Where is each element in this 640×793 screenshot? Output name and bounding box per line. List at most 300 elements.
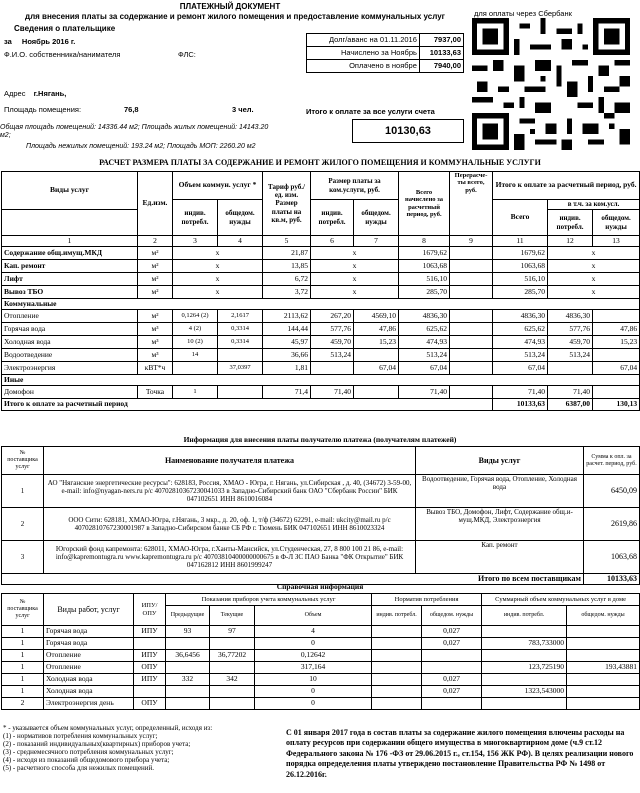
ref-curr: 36,77202 — [210, 650, 255, 662]
ref-norm-common: 0,027 — [422, 638, 482, 650]
unit: м³ — [138, 336, 173, 349]
ref-sum-common — [567, 638, 640, 650]
total-charged: 71,40 — [399, 386, 450, 399]
calc-row — [2, 323, 640, 336]
topay-indiv: 71,40 — [548, 386, 593, 399]
total-charged: 625,62 — [399, 323, 450, 336]
payment-indiv: 267,20 — [311, 310, 354, 323]
volume-common — [218, 386, 263, 399]
fls-label: ФЛС: — [178, 50, 196, 59]
tariff: 21,87 — [263, 247, 311, 260]
ref-norm-common: 0,027 — [422, 674, 482, 686]
topay-indiv: 577,76 — [548, 323, 593, 336]
unit: м² — [138, 260, 173, 273]
footnote: (4) - исходя из показаний общедомового прибора учета; — [3, 756, 170, 765]
column-number: 11 — [493, 236, 548, 247]
service-name: Содержание общ.имущ.МКД — [2, 247, 138, 260]
volume-indiv — [173, 362, 218, 375]
ref-norm-common — [422, 650, 482, 662]
ref-no: 1 — [2, 686, 44, 698]
ref-no: 1 — [2, 674, 44, 686]
tariff: 6,72 — [263, 273, 311, 286]
ref-curr: 97 — [210, 626, 255, 638]
volume-indiv: 1 — [173, 386, 218, 399]
total-charged: 516,10 — [399, 273, 450, 286]
topay-common — [593, 386, 640, 399]
ref-no: 2 — [2, 698, 44, 710]
payment-x: x — [311, 273, 399, 286]
balance-row — [307, 47, 464, 60]
volume-common: 37,0397 — [218, 362, 263, 375]
ref-vol: 0 — [255, 638, 372, 650]
recipient-services: Водоотведение, Горячая вода, Отопление, Холодная вода — [416, 475, 584, 508]
payment-common: 15,23 — [354, 336, 399, 349]
unit: м² — [138, 247, 173, 260]
ref-norm-common — [422, 662, 482, 674]
ref-type: ИПУ — [134, 674, 166, 686]
ref-sum-common — [567, 674, 640, 686]
notice: С 01 января 2017 года в состав платы за содержание жилого помещения влючены расходы на оплату ресурсов при содержании общего имущества в многоквартирном доме (ч.9 ст.12 Федерального закона № 176 -ФЗ от 29.06.2015 г., ст.154, 156 ЖК РФ). В целях реализации нового порядка опредеделения платы утверждено постановление Правительства РФ № 1498 от 26.12.2016г. — [286, 728, 634, 779]
ref-norm-indiv — [372, 674, 422, 686]
recipient-row — [2, 475, 640, 508]
ref-prev — [166, 662, 210, 674]
calc-row — [2, 310, 640, 323]
ref-h-s1: индив. потребл. — [482, 606, 567, 626]
h-pay-indiv: индив. потребл. — [311, 200, 354, 236]
topay-all: 474,93 — [493, 336, 548, 349]
ref-norm-common — [422, 698, 482, 710]
h-volume: Объем коммун. услуг * — [173, 172, 263, 200]
topay-indiv — [548, 362, 593, 375]
to-pay-label: Итого к оплате за все услуги счета — [306, 107, 435, 116]
column-number: 5 — [263, 236, 311, 247]
volume-x: x — [173, 247, 263, 260]
ref-sum-indiv — [482, 650, 567, 662]
address: г.Нягань, — [33, 89, 67, 98]
calc-total-label: Итого к оплате за расчетный период — [2, 399, 493, 411]
topay-all: 1679,62 — [493, 247, 548, 260]
reference-title: Справочная информация — [276, 582, 364, 591]
tariff: 71,4 — [263, 386, 311, 399]
balance-row — [307, 34, 464, 47]
ref-sum-common — [567, 686, 640, 698]
balance-value: 7937,00 — [419, 34, 463, 47]
recipient-no: 2 — [2, 508, 44, 541]
unit: м² — [138, 273, 173, 286]
total-charged: 513,24 — [399, 349, 450, 362]
volume-x: x — [173, 260, 263, 273]
topay-common: 15,23 — [593, 336, 640, 349]
h-payment: Размер платы за ком.услуги, руб. — [311, 172, 399, 200]
ref-h-prev: Предыдущие — [166, 606, 210, 626]
rh-sum: Сумма к опл. за расчет. период, руб. — [584, 447, 640, 475]
column-number: 8 — [399, 236, 450, 247]
payment-common — [354, 386, 399, 399]
column-numbers-row — [2, 236, 640, 247]
unit: Точка — [138, 386, 173, 399]
ref-sum-indiv: 783,733000 — [482, 638, 567, 650]
balance-label: Долг/аванс на 01.11.2016 — [307, 34, 420, 47]
to-pay-value: 10130,63 — [352, 119, 464, 143]
volume-indiv: 4 (2) — [173, 323, 218, 336]
ref-norm-indiv — [372, 686, 422, 698]
payer-title: Сведения о плательщике — [14, 24, 116, 33]
reference-row — [2, 662, 640, 674]
footnote: (1) - нормативов потребления коммунальных услуг; — [3, 732, 158, 741]
ref-sum-indiv: 123,725190 — [482, 662, 567, 674]
total-charged: 4836,30 — [399, 310, 450, 323]
calc-row — [2, 386, 640, 399]
h-topay: Итого к оплате за расчетный период, руб. — [493, 172, 640, 200]
topay-indiv: 513,24 — [548, 349, 593, 362]
recalc — [450, 336, 493, 349]
payment-common: 67,04 — [354, 362, 399, 375]
group-title: Иные — [2, 375, 640, 386]
topay-x: x — [548, 273, 640, 286]
tariff: 1,81 — [263, 362, 311, 375]
recalc — [450, 349, 493, 362]
recipient-no: 1 — [2, 475, 44, 508]
ref-curr — [210, 698, 255, 710]
recalc — [450, 260, 493, 273]
ref-sum-indiv — [482, 626, 567, 638]
ref-sum-common: 193,43881 — [567, 662, 640, 674]
service-name: Отопление — [2, 310, 138, 323]
column-number: 4 — [218, 236, 263, 247]
payment-common: 4569,10 — [354, 310, 399, 323]
calc-title: РАСЧЕТ РАЗМЕРА ПЛАТЫ ЗА СОДЕРЖАНИЕ И РЕМОНТ ЖИЛОГО ПОМЕЩЕНИЯ И КОММУНАЛЬНЫЕ УСЛУГИ — [99, 158, 541, 167]
balance-value: 7940,00 — [419, 60, 463, 73]
column-number: 1 — [2, 236, 138, 247]
calc-row — [2, 362, 640, 375]
ref-work: Холодная вода — [44, 674, 134, 686]
ref-norm-indiv — [372, 626, 422, 638]
unit: м² — [138, 286, 173, 299]
ref-type: ИПУ — [134, 650, 166, 662]
balance-label: Начислено за Ноябрь — [307, 47, 420, 60]
ref-sum-indiv — [482, 674, 567, 686]
group-title: Коммунальные — [2, 299, 640, 310]
unit: м³ — [138, 349, 173, 362]
reference-row — [2, 626, 640, 638]
calc-row — [2, 286, 640, 299]
recipient-sum: 1063,68 — [584, 541, 640, 574]
calc-total-common: 130,13 — [593, 399, 640, 411]
tariff: 13,85 — [263, 260, 311, 273]
total-charged: 1679,62 — [399, 247, 450, 260]
ref-h-work: Виды работ, услуг — [44, 594, 134, 626]
area-value: 76,8 — [124, 105, 139, 114]
ref-type: ОПУ — [134, 662, 166, 674]
recipients-title: Информация для внесения платы получателю платежа (получателям платежей) — [183, 435, 457, 444]
calc-row — [2, 349, 640, 362]
ref-curr: 342 — [210, 674, 255, 686]
ref-norm-common: 0,027 — [422, 626, 482, 638]
total-charged: 285,70 — [399, 286, 450, 299]
ref-sum-common — [567, 626, 640, 638]
topay-common: 67,04 — [593, 362, 640, 375]
ref-prev — [166, 698, 210, 710]
ref-type — [134, 638, 166, 650]
recalc — [450, 247, 493, 260]
column-number: 2 — [138, 236, 173, 247]
qr-caption: для оплаты через Сбербанк — [474, 9, 572, 18]
ref-prev: 93 — [166, 626, 210, 638]
recipient-name: АО "Няганские энергетические ресурсы": 628183, Россия, ХМАО - Югра, г. Нягань, ул.Сибирская , д. 40, (34672) 3-59-00, e-mail: info@nyagan-ners.ru р/с 40702810367230041033 в Западно-Сибирский банк ОАО "Сбербанк России" БИК 047102651 ИНН 8610016084 — [44, 475, 416, 508]
reference-row — [2, 698, 640, 710]
ref-vol: 0 — [255, 686, 372, 698]
recipient-sum: 6450,09 — [584, 475, 640, 508]
tariff: 144,44 — [263, 323, 311, 336]
recipient-services: Кап. ремонт — [416, 541, 584, 574]
topay-common: 47,86 — [593, 323, 640, 336]
topay-common — [593, 310, 640, 323]
payment-x: x — [311, 260, 399, 273]
topay-all: 625,62 — [493, 323, 548, 336]
ref-no: 1 — [2, 650, 44, 662]
tariff: 2113,62 — [263, 310, 311, 323]
payment-x: x — [311, 247, 399, 260]
h-incl-common: общедом. нужды — [593, 210, 640, 236]
column-number: 3 — [173, 236, 218, 247]
topay-indiv: 459,70 — [548, 336, 593, 349]
recalc — [450, 273, 493, 286]
volume-indiv: 0,1264 (2) — [173, 310, 218, 323]
service-name: Кап. ремонт — [2, 260, 138, 273]
recipient-name: ООО Сити: 628181, ХМАО-Югра, г.Нягань, 3 мкр., д. 20, оф. 1, т/ф (34672) 62291, e-mail: ukcity@mail.ru р/с 40702810767230001987 в Западно-Сибирском банке СБ РФ г. Тюмень БИК 047102651 ИНН 8610023324 — [44, 508, 416, 541]
footnote: * - указывается объем коммунальных услуг, определенный, исходя из: — [3, 724, 213, 732]
ref-norm-indiv — [372, 698, 422, 710]
ref-vol: 10 — [255, 674, 372, 686]
payment-indiv: 71,40 — [311, 386, 354, 399]
recalc — [450, 286, 493, 299]
ref-prev: 36,6456 — [166, 650, 210, 662]
ref-work: Горячая вода — [44, 626, 134, 638]
service-name: Электроэнергия — [2, 362, 138, 375]
recipient-sum: 2619,86 — [584, 508, 640, 541]
tariff: 36,66 — [263, 349, 311, 362]
balance-table — [306, 33, 464, 73]
ref-type: ОПУ — [134, 698, 166, 710]
service-name: Холодная вода — [2, 336, 138, 349]
total-area-line: Общая площадь помещений: 14336.44 м2; Площадь жилых помещений: 14143.20 м2; — [0, 124, 269, 140]
total-charged: 1063,68 — [399, 260, 450, 273]
recipients-table — [1, 446, 640, 585]
ref-h-n2: общедом. нужды — [422, 606, 482, 626]
footnotes — [3, 724, 263, 772]
h-incl-indiv: индив. потребл. — [548, 210, 593, 236]
fio-label: Ф.И.О. собственника/нанимателя — [4, 50, 121, 59]
ref-h-no: № поставщика услуг — [2, 594, 44, 626]
tariff: 3,72 — [263, 286, 311, 299]
calc-row — [2, 336, 640, 349]
ref-no: 1 — [2, 638, 44, 650]
column-number: 6 — [311, 236, 354, 247]
service-name: Лифт — [2, 273, 138, 286]
payment-indiv: 459,70 — [311, 336, 354, 349]
total-charged: 67,04 — [399, 362, 450, 375]
service-name: Вывоз ТБО — [2, 286, 138, 299]
reference-table — [1, 593, 640, 710]
ref-work: Горячая вода — [44, 638, 134, 650]
topay-x: x — [548, 260, 640, 273]
service-name: Домофон — [2, 386, 138, 399]
ref-curr — [210, 686, 255, 698]
rh-services: Виды услуг — [416, 447, 584, 475]
calc-row — [2, 273, 640, 286]
volume-common: 0,3314 — [218, 323, 263, 336]
reference-row — [2, 650, 640, 662]
doc-title: ПЛАТЕЖНЫЙ ДОКУМЕНТ — [179, 2, 281, 11]
total-charged: 474,93 — [399, 336, 450, 349]
topay-all: 516,10 — [493, 273, 548, 286]
h-pay-common: общедом. нужды — [354, 200, 399, 236]
ref-h-n1: индив. потребл. — [372, 606, 422, 626]
footnote: (2) - показаний индивидуальных(квартирных) приборов учета; — [3, 740, 191, 749]
payment-indiv — [311, 362, 354, 375]
nonres-area-line: Площадь нежилых помещений: 193.24 м2; Площадь МОП: 2260.20 м2 — [26, 143, 256, 150]
ref-prev — [166, 686, 210, 698]
calc-total-row — [2, 399, 640, 411]
ref-type — [134, 686, 166, 698]
h-service: Виды услуг — [2, 172, 138, 210]
topay-all: 285,70 — [493, 286, 548, 299]
footnote: (3) - среднемесячного потребления коммунальных услуг; — [3, 748, 174, 757]
rh-name: Наименование получателя платежа — [44, 447, 416, 475]
ref-work: Холодная вода — [44, 686, 134, 698]
area-label: Площадь помещения: — [4, 105, 82, 114]
volume-common: 0,3314 — [218, 336, 263, 349]
period-prefix: за — [4, 37, 12, 46]
unit: м³ — [138, 323, 173, 336]
ref-norm-indiv — [372, 662, 422, 674]
topay-all: 71,40 — [493, 386, 548, 399]
ref-sum-common — [567, 698, 640, 710]
qr-code-icon — [470, 18, 632, 150]
address-line — [4, 90, 66, 99]
ref-h-sumvol: Суммарный объем коммунальных услуг в доме — [482, 594, 640, 606]
persons: 3 чел. — [232, 105, 254, 114]
ref-no: 1 — [2, 626, 44, 638]
topay-common — [593, 349, 640, 362]
ref-work: Отопление — [44, 650, 134, 662]
ref-h-type: ИПУ/ОПУ — [134, 594, 166, 626]
period-line — [4, 38, 75, 47]
topay-all: 1063,68 — [493, 260, 548, 273]
recalc — [450, 310, 493, 323]
h-unit: Ед.изм. — [138, 172, 173, 236]
ref-prev — [166, 638, 210, 650]
ref-h-meters: Показания приборов учета коммунальных услуг — [166, 594, 372, 606]
ref-vol: 0,12642 — [255, 650, 372, 662]
ref-vol: 0 — [255, 698, 372, 710]
recipient-no: 3 — [2, 541, 44, 574]
topay-all: 4836,30 — [493, 310, 548, 323]
topay-all: 513,24 — [493, 349, 548, 362]
rh-no: № поставщика услуг — [2, 447, 44, 475]
tariff: 45,97 — [263, 336, 311, 349]
ref-norm-indiv — [372, 638, 422, 650]
recalc — [450, 323, 493, 336]
payment-common: 47,86 — [354, 323, 399, 336]
reference-row — [2, 674, 640, 686]
balance-label: Оплачено в ноябре — [307, 60, 420, 73]
ref-vol: 4 — [255, 626, 372, 638]
recipients-total-label: Итого по всем поставщикам — [2, 574, 584, 585]
volume-indiv: 10 (2) — [173, 336, 218, 349]
column-number: 7 — [354, 236, 399, 247]
ref-h-vol: Объем — [255, 606, 372, 626]
recipient-row — [2, 541, 640, 574]
footnote: (5) - расчетного способа для нежилых помещений. — [3, 764, 155, 773]
recalc — [450, 362, 493, 375]
calc-total-all: 10133,63 — [493, 399, 548, 411]
column-number: 12 — [548, 236, 593, 247]
ref-norm-common: 0,027 — [422, 686, 482, 698]
ref-sum-common — [567, 650, 640, 662]
ref-h-curr: Текущие — [210, 606, 255, 626]
calc-row — [2, 260, 640, 273]
recipient-name: Югорский фонд капремонта: 628011, ХМАО-Югра, г.Ханты-Мансийск, ул.Студенческая, 27, 8 800 100 21 86, e-mail: info@kapremontugra.ru www.kapremontugra.ru р/с 40703810400000000675 в Ф-Л ЗС ПАО Банка "ФК Открытие" БИК 047162812 ИНН 8601999247 — [44, 541, 416, 574]
payment-indiv: 513,24 — [311, 349, 354, 362]
calc-table — [1, 171, 640, 411]
period: Ноябрь 2016 г. — [21, 37, 76, 46]
doc-subtitle: для внесения платы за содержание и ремонт жилого помещения и предоставление коммунальных услуг — [25, 12, 445, 21]
volume-x: x — [173, 286, 263, 299]
ref-vol: 317,164 — [255, 662, 372, 674]
topay-indiv: 4836,30 — [548, 310, 593, 323]
ref-work: Электроэнергия день — [44, 698, 134, 710]
volume-x: x — [173, 273, 263, 286]
ref-prev: 332 — [166, 674, 210, 686]
topay-x: x — [548, 286, 640, 299]
balance-value: 10133,63 — [419, 47, 463, 60]
h-all: Всего — [493, 200, 548, 236]
ref-norm-indiv — [372, 650, 422, 662]
calc-row — [2, 247, 640, 260]
recipient-services: Вывоз ТБО, Домофон, Лифт, Содержание общ.и-мущ.МКД, Электроэнергия — [416, 508, 584, 541]
ref-h-s2: общедом. нужды — [567, 606, 640, 626]
payment-common — [354, 349, 399, 362]
recipient-row — [2, 508, 640, 541]
h-tariff: Тариф руб./ед. изм. Размер платы на кв.м, руб. — [263, 172, 311, 236]
payment-x: x — [311, 286, 399, 299]
unit: м² — [138, 310, 173, 323]
reference-row — [2, 686, 640, 698]
ref-h-norm: Норматив потребления — [372, 594, 482, 606]
calc-total-incl: 6387,00 — [548, 399, 593, 411]
h-vol-indiv: индив. потребл. — [173, 200, 218, 236]
h-total: Всего начислено за расчетный период, руб. — [399, 172, 450, 236]
h-recalc: Перерасче-ты всего, руб. — [450, 172, 493, 236]
payment-indiv: 577,76 — [311, 323, 354, 336]
topay-all: 67,04 — [493, 362, 548, 375]
volume-indiv: 14 — [173, 349, 218, 362]
ref-sum-indiv — [482, 698, 567, 710]
column-number: 9 — [450, 236, 493, 247]
unit: кВТ*ч — [138, 362, 173, 375]
address-label: Адрес — [4, 89, 26, 98]
volume-common: 2,1617 — [218, 310, 263, 323]
ref-type: ИПУ — [134, 626, 166, 638]
h-vol-common: общедом. нужды — [218, 200, 263, 236]
ref-curr — [210, 662, 255, 674]
recipients-total: 10133,63 — [584, 574, 640, 585]
volume-common — [218, 349, 263, 362]
reference-row — [2, 638, 640, 650]
service-name: Водоотведение — [2, 349, 138, 362]
column-number: 13 — [593, 236, 640, 247]
